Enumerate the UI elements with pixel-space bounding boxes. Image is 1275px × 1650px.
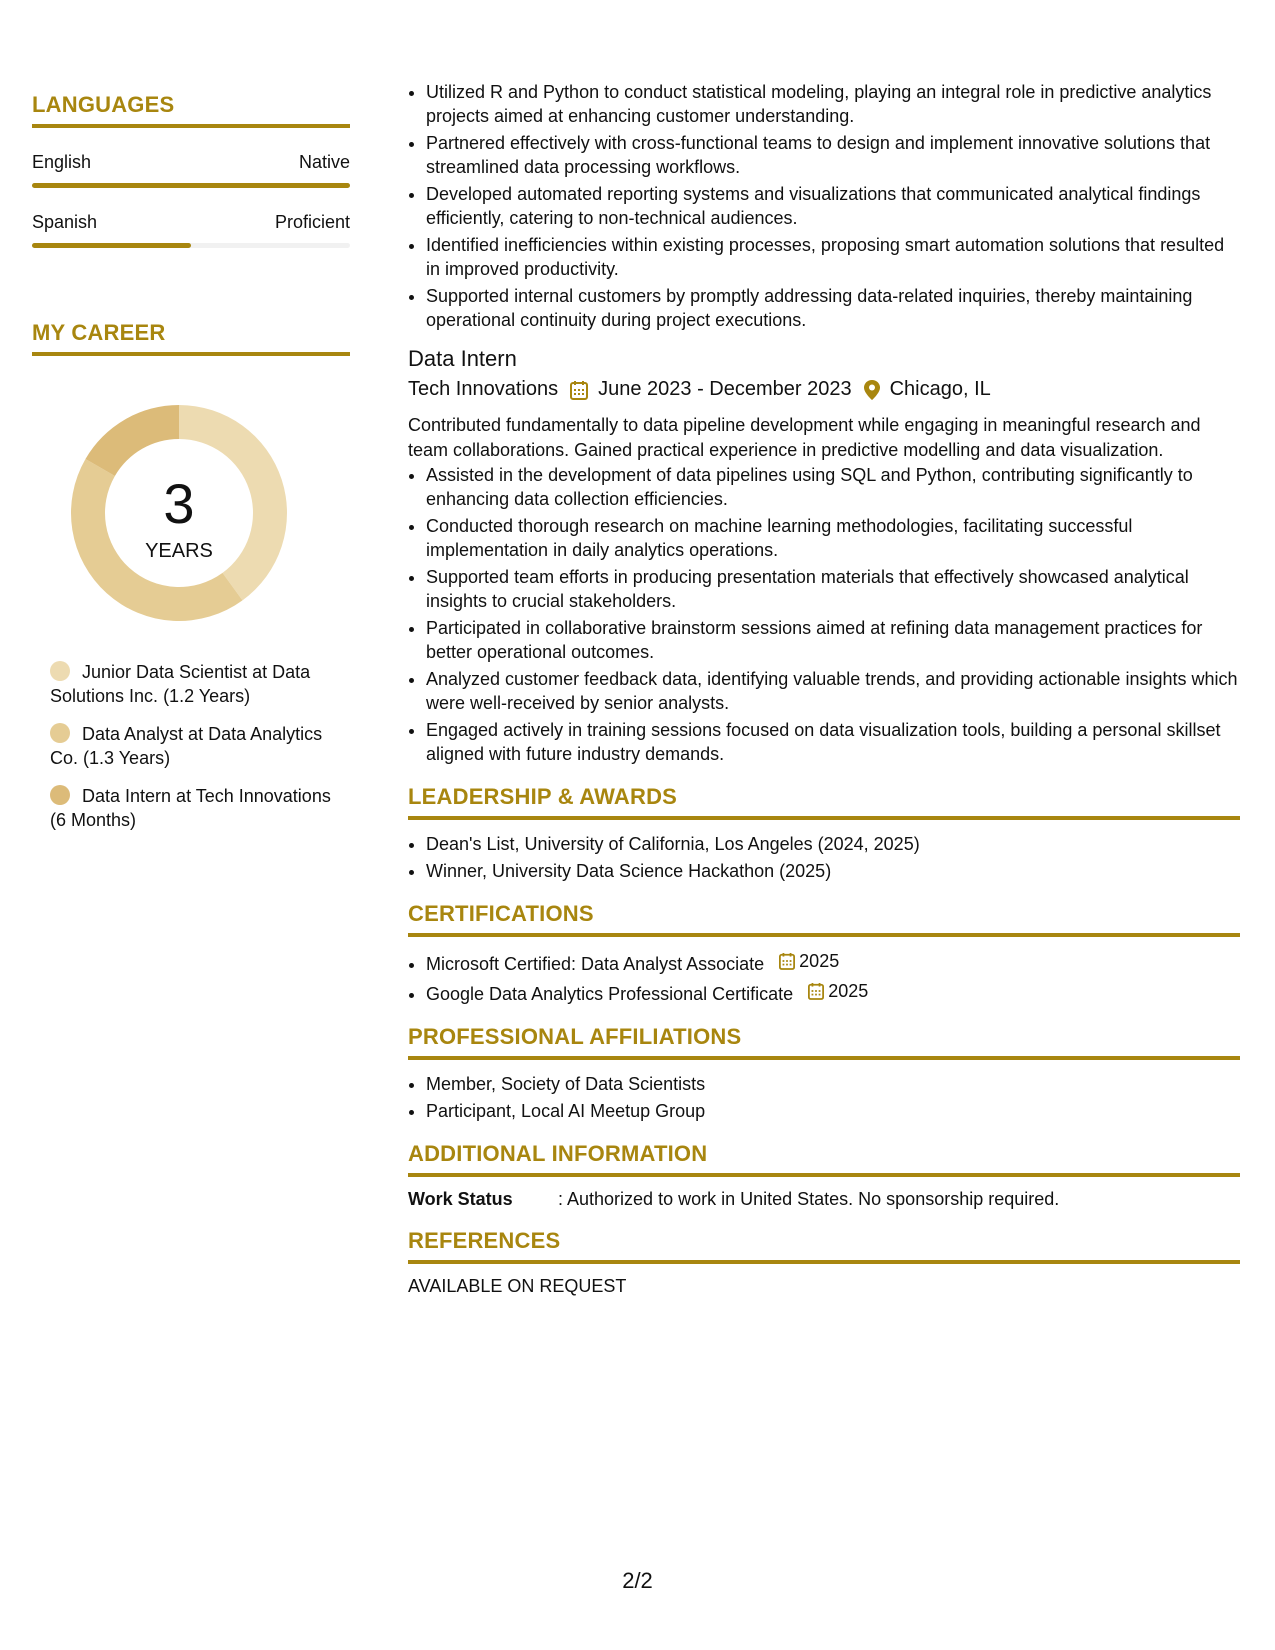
list-item [426,979,1240,1006]
list-item: • Analyzed customer feedback data, identifying valuable trends, and providing actionable insights which were well-received by senior analysts. [426,667,1240,715]
cert-name: Microsoft Certified: Data Analyst Associate [426,954,765,974]
language-level-fill [32,183,350,188]
language-level: Native [298,152,350,172]
list-item: • Participated in collaborative brainstorm sessions aimed at refining data management practices for better operational outcomes. [426,616,1240,664]
language-name: Spanish [32,212,98,232]
location-pin-icon [864,380,880,400]
list-item: • Participant, Local AI Meetup Group [426,1099,1240,1123]
list-item: • Assisted in the development of data pipelines using SQL and Python, contributing significantly to enhancing data collection efficiencies. [426,463,1240,511]
language-level-fill [32,243,191,248]
list-item: • Member, Society of Data Scientists [426,1072,1240,1096]
list-item: • Supported internal customers by promptly addressing data-related inquiries, thereby maintaining operational continuity during project executions. [426,284,1240,332]
references-heading: REFERENCES [408,1228,1240,1264]
legend-dot [50,723,70,743]
affiliations-heading: PROFESSIONAL AFFILIATIONS [408,1024,1240,1060]
cert-name: Google Data Analytics Professional Certificate [426,984,794,1004]
calendar-icon [570,380,588,400]
list-item: • Engaged actively in training sessions focused on data visualization tools, building a personal skillset aligned with future industry demands. [426,718,1240,766]
legend-item [50,722,350,770]
language-item [32,212,350,248]
certifications-section [408,901,1240,1006]
right-column [408,80,1240,1297]
list-item: • Developed automated reporting systems and visualizations that communicated analytical findings efficiently, catering to non-technical audiences. [426,182,1240,230]
legend-dot [50,785,70,805]
job-bullets [408,463,1240,766]
references-text: AVAILABLE ON REQUEST [408,1276,627,1296]
language-level-bar [32,183,350,188]
cert-year: 2025 [799,951,840,971]
legend-label: Junior Data Scientist at Data Solutions Inc. (1.2 Years) [50,662,311,706]
language-level: Proficient [274,212,350,232]
list-item: • Supported team efforts in producing presentation materials that effectively showcased analytical insights to crucial stakeholders. [426,565,1240,613]
list-item: • Winner, University Data Science Hackathon (2025) [426,859,1240,883]
legend-dot [50,661,70,681]
job-meta [408,378,1240,401]
affiliations-section [408,1024,1240,1123]
calendar-icon [808,982,824,1000]
job-title: Data Intern [408,346,517,371]
additional-info-section [408,1141,1240,1210]
calendar-icon [779,952,795,970]
references-section [408,1228,1240,1297]
page-number: 2/2 [622,1568,653,1593]
career-years-label: YEARS [145,540,213,562]
work-status-value: : Authorized to work in United States. No sponsorship required. [558,1189,1060,1209]
list-item [426,949,1240,976]
cert-year: 2025 [828,981,869,1001]
language-level-bar [32,243,350,248]
list-item: • Identified inefficiencies within existing processes, proposing smart automation solutions that resulted in improved productivity. [426,233,1240,281]
languages-heading: LANGUAGES [32,92,350,128]
certifications-heading: CERTIFICATIONS [408,901,1240,937]
job-company: Tech Innovations [408,378,559,400]
legend-item [50,784,350,832]
list-item: • Conducted thorough research on machine learning methodologies, facilitating successful implementation in daily analytics operations. [426,514,1240,562]
career-heading: MY CAREER [32,320,350,356]
career-legend [50,660,350,832]
legend-label: Data Intern at Tech Innovations (6 Months) [50,786,331,830]
additional-info-heading: ADDITIONAL INFORMATION [408,1141,1240,1177]
left-column [32,92,350,846]
job-dates: June 2023 - December 2023 [598,378,852,400]
previous-job-bullets [408,80,1240,332]
list-item: • Dean's List, University of California, Los Angeles (2024, 2025) [426,832,1240,856]
career-total-years: 3 [163,472,195,535]
legend-item [50,660,350,708]
leadership-heading: LEADERSHIP & AWARDS [408,784,1240,820]
language-name: English [32,152,92,172]
career-donut-chart [66,400,292,626]
work-status-label: Work Status [408,1189,513,1209]
job-location: Chicago, IL [889,378,991,400]
legend-label: Data Analyst at Data Analytics Co. (1.3 Years) [50,724,323,768]
list-item: • Utilized R and Python to conduct statistical modeling, playing an integral role in predictive analytics projects aimed at enhancing customer understanding. [426,80,1240,128]
leadership-section [408,784,1240,883]
job-description: Contributed fundamentally to data pipeline development while engaging in meaningful research and team collaborations. Gained practical experience in predictive modelling and data visualization. [408,415,1201,460]
list-item: • Partnered effectively with cross-functional teams to design and implement innovative solutions that streamlined data processing workflows. [426,131,1240,179]
language-item [32,152,350,188]
